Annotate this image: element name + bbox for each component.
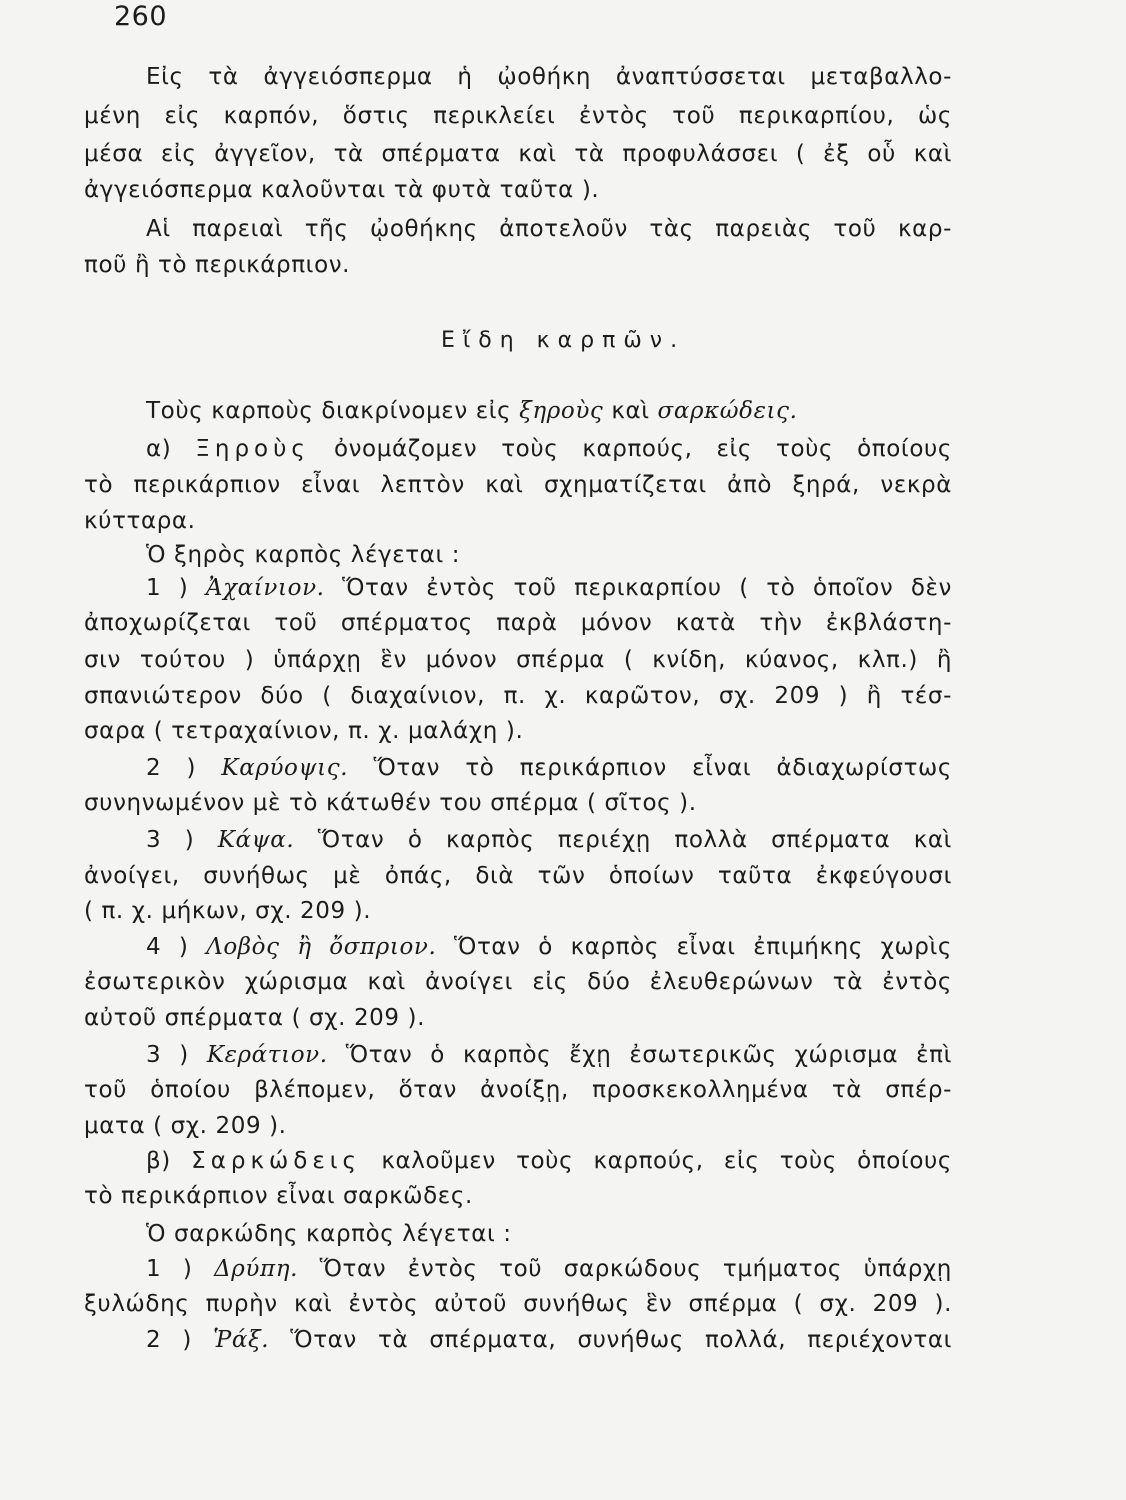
item2-line2: συνηνωμένον μὲ τὸ κάτωθέν του σπέρμα ( σῖτος ). bbox=[84, 790, 697, 816]
para1-line2: μένη εἰς καρπόν, ὅστις περικλείει ἐντὸς τοῦ περικαρπίου, ὡς bbox=[84, 103, 952, 129]
item4-term: Λοβὸς ἢ ὄσπριον. bbox=[206, 934, 437, 960]
section-a-rest: ὀνομάζομεν τοὺς καρπούς, εἰς τοὺς ὁποίους bbox=[309, 436, 952, 462]
intro-pre: Τοὺς καρποὺς διακρίνομεν εἰς bbox=[146, 398, 520, 424]
item2-term: Καρύοψις. bbox=[221, 755, 349, 781]
item2-line1 bbox=[146, 753, 952, 783]
item5-num: 3 ) bbox=[146, 1042, 207, 1068]
para2-line2: ποῦ ἢ τὸ περικάρπιον. bbox=[84, 252, 351, 278]
item3-line2: ἀνοίγει, συνήθως μὲ ὀπάς, διὰ τῶν ὁποίων ταῦτα ἐκφεύγουσι bbox=[84, 863, 952, 889]
item4-line2: ἐσωτερικὸν χώρισμα καὶ ἀνοίγει εἰς δύο ἐλευθερώνων τὰ ἐντὸς bbox=[84, 969, 952, 995]
item1-line1 bbox=[146, 573, 952, 603]
fleshy-intro: Ὁ σαρκώδης καρπὸς λέγεται : bbox=[146, 1221, 512, 1247]
fitem2-line1 bbox=[146, 1325, 952, 1355]
section-a-label: α) bbox=[146, 436, 196, 462]
item4-rest: Ὅταν ὁ καρπὸς εἶναι ἐπιμήκης χωρὶς bbox=[436, 934, 952, 960]
item2-num: 2 ) bbox=[146, 755, 222, 781]
item1-rest: Ὅταν ἐντὸς τοῦ περικαρπίου ( τὸ ὁποῖον δὲν bbox=[324, 575, 952, 601]
item1-line4: σπανιώτερον δύο ( διαχαίνιον, π. χ. καρῶτον, σχ. 209 ) ἢ τέσ- bbox=[84, 683, 952, 709]
section-a-line2: τὸ περικάρπιον εἶναι λεπτὸν καὶ σχηματίζεται ἀπὸ ξηρά, νεκρὰ bbox=[84, 472, 952, 498]
intro-term-fleshy: σαρκώδεις. bbox=[657, 398, 798, 424]
item5-line1 bbox=[146, 1040, 952, 1070]
dry-intro: Ὁ ξηρὸς καρπὸς λέγεται : bbox=[146, 542, 461, 568]
fitem1-line1 bbox=[146, 1254, 952, 1284]
page-number: 260 bbox=[114, 1, 168, 32]
fitem2-term: Ῥάξ. bbox=[213, 1327, 270, 1353]
item4-num: 4 ) bbox=[146, 934, 207, 960]
section-b-term: Σαρκώδεις bbox=[191, 1148, 362, 1174]
item1-line3: σιν τούτου ) ὑπάρχῃ ἓν μόνον σπέρμα ( κνίδη, κύανος, κλπ.) ἢ bbox=[84, 647, 952, 673]
fitem1-line2: ξυλώδης πυρὴν καὶ ἐντὸς αὐτοῦ συνήθως ἓν σπέρμα ( σχ. 209 ). bbox=[84, 1291, 952, 1317]
fitem1-term: Δρύπη. bbox=[214, 1256, 298, 1282]
item1-line5: σαρα ( τετραχαίνιον, π. χ. μαλάχη ). bbox=[84, 718, 524, 744]
item3-num: 3 ) bbox=[146, 827, 218, 853]
item3-term: Κάψα. bbox=[217, 827, 295, 853]
intro-term-dry: ξηροὺς bbox=[519, 398, 604, 424]
item5-term: Κεράτιον. bbox=[206, 1042, 328, 1068]
para1-line4: ἀγγειόσπερμα καλοῦνται τὰ φυτὰ ταῦτα ). bbox=[84, 177, 600, 203]
para1-line1: Εἰς τὰ ἀγγειόσπερμα ἡ ᾠοθήκη ἀναπτύσσεται μεταβαλλο- bbox=[146, 64, 952, 90]
item5-rest: Ὅταν ὁ καρπὸς ἔχῃ ἐσωτερικῶς χώρισμα ἐπὶ bbox=[327, 1042, 952, 1068]
item5-line2: τοῦ ὁποίου βλέπομεν, ὅταν ἀνοίξῃ, προσκεκολλημένα τὰ σπέρ- bbox=[84, 1077, 952, 1103]
para1-line3: μέσα εἰς ἀγγεῖον, τὰ σπέρματα καὶ τὰ προφυλάσσει ( ἐξ οὗ καὶ bbox=[84, 141, 952, 167]
item4-line3: αὐτοῦ σπέρματα ( σχ. 209 ). bbox=[84, 1005, 426, 1031]
item3-rest: Ὅταν ὁ καρπὸς περιέχῃ πολλὰ σπέρματα καὶ bbox=[294, 827, 952, 853]
item1-term: Ἀχαίνιον. bbox=[205, 575, 325, 601]
item1-num: 1 ) bbox=[146, 575, 206, 601]
intro-mid: καὶ bbox=[603, 398, 658, 424]
fitem2-rest: Ὅταν τὰ σπέρματα, συνήθως πολλά, περιέχονται bbox=[269, 1327, 952, 1353]
item4-line1 bbox=[146, 932, 952, 962]
section-a-line1 bbox=[146, 434, 952, 464]
section-b-rest: καλοῦμεν τοὺς καρπούς, εἰς τοὺς ὁποίους bbox=[361, 1148, 952, 1174]
fitem1-rest: Ὅταν ἐντὸς τοῦ σαρκώδους τμήματος ὑπάρχῃ bbox=[297, 1256, 952, 1282]
section-a-term: Ξηροὺς bbox=[195, 436, 310, 462]
item3-line3: ( π. χ. μήκων, σχ. 209 ). bbox=[84, 898, 372, 924]
section-heading: Εἴδη καρπῶν. bbox=[440, 328, 686, 353]
intro-line bbox=[146, 396, 952, 426]
fitem2-num: 2 ) bbox=[146, 1327, 214, 1353]
fitem1-num: 1 ) bbox=[146, 1256, 215, 1282]
para2-line1: Αἱ παρειαὶ τῆς ᾠοθήκης ἀποτελοῦν τὰς παρειὰς τοῦ καρ- bbox=[146, 216, 952, 242]
item2-rest: Ὅταν τὸ περικάρπιον εἶναι ἀδιαχωρίστως bbox=[348, 755, 952, 781]
item5-line3: ματα ( σχ. 209 ). bbox=[84, 1113, 287, 1139]
section-b-line1 bbox=[146, 1146, 952, 1176]
item3-line1 bbox=[146, 825, 952, 855]
section-b-label: β) bbox=[146, 1148, 192, 1174]
item1-line2: ἀποχωρίζεται τοῦ σπέρματος παρὰ μόνον κατὰ τὴν ἐκβλάστη- bbox=[84, 610, 952, 636]
section-a-line3: κύτταρα. bbox=[84, 508, 196, 534]
section-b-line2: τὸ περικάρπιον εἶναι σαρκῶδες. bbox=[84, 1183, 473, 1209]
